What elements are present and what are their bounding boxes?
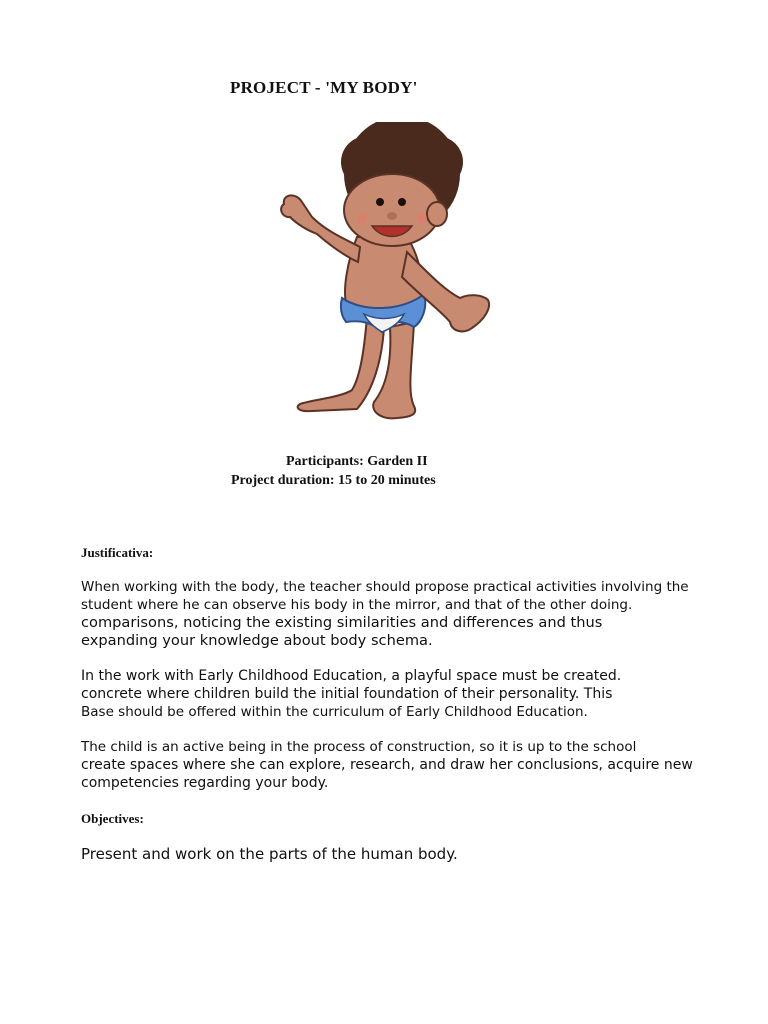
paragraph-line: expanding your knowledge about body schema. xyxy=(81,632,433,649)
child-illustration xyxy=(272,122,502,432)
paragraph-line: create spaces where she can explore, research, and draw her conclusions, acquire new xyxy=(81,757,693,773)
paragraph-line: The child is an active being in the process of construction, so it is up to the school xyxy=(81,739,637,755)
objective-text: Present and work on the parts of the human body. xyxy=(81,845,458,863)
duration-line: Project duration: 15 to 20 minutes xyxy=(231,473,436,488)
justification-paragraph xyxy=(81,738,693,792)
paragraph-line: student where he can observe his body in the mirror, and that of the other doing. xyxy=(81,597,633,613)
justification-heading: Justificativa: xyxy=(81,545,154,560)
paragraph-line: Base should be offered within the curriculum of Early Childhood Education. xyxy=(81,704,588,720)
justification-paragraph xyxy=(81,667,621,721)
paragraph-line: When working with the body, the teacher should propose practical activities involving the xyxy=(81,579,689,595)
page-title: PROJECT - 'MY BODY' xyxy=(230,78,418,97)
justification-paragraph xyxy=(81,578,689,650)
paragraph-line: concrete where children build the initial foundation of their personality. This xyxy=(81,686,613,702)
objectives-heading: Objectives: xyxy=(81,811,144,826)
paragraph-line: In the work with Early Childhood Education, a playful space must be created. xyxy=(81,668,622,684)
participants-line: Participants: Garden II xyxy=(286,454,428,469)
paragraph-line: competencies regarding your body. xyxy=(81,775,329,791)
paragraph-line: comparisons, noticing the existing similarities and differences and thus xyxy=(81,614,603,631)
